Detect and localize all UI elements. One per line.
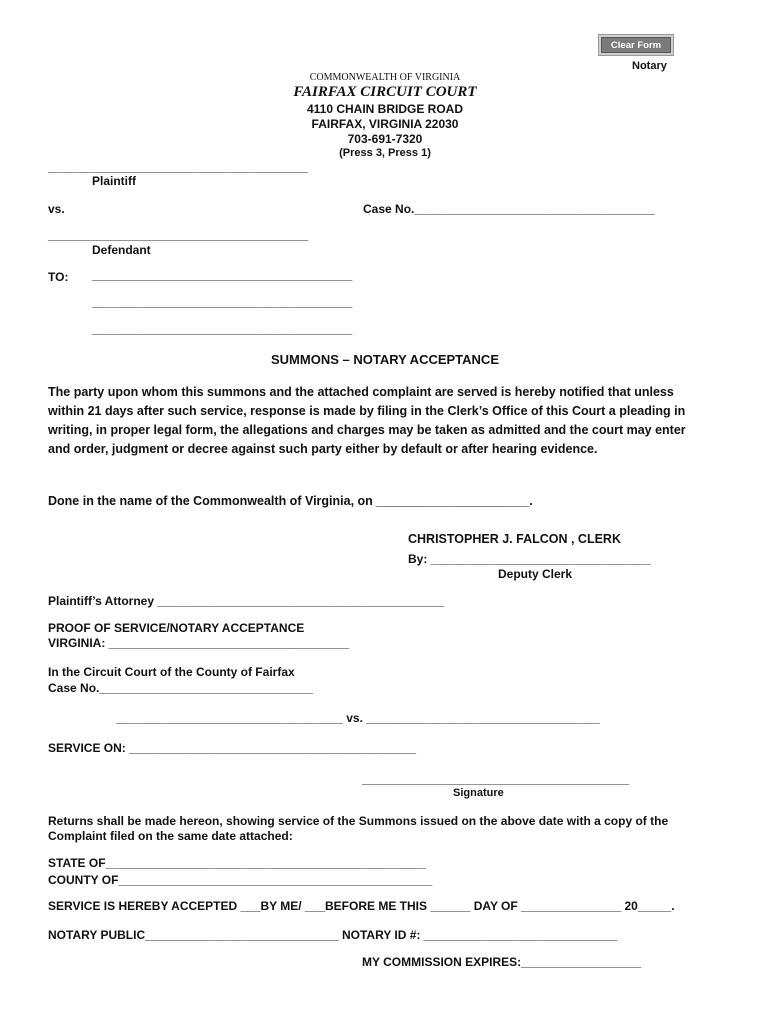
clear-form-label: Clear Form: [601, 37, 671, 53]
defendant-label: Defendant: [92, 243, 151, 257]
to-input-line-3[interactable]: _______________________________________: [92, 322, 353, 336]
court-name: FAIRFAX CIRCUIT COURT: [293, 84, 477, 100]
service-on-field[interactable]: SERVICE ON: ___________________________________________: [48, 741, 417, 755]
vs-label: vs.: [48, 202, 65, 216]
circuit-court-line: In the Circuit Court of the County of Fairfax: [48, 665, 295, 679]
phone-note: (Press 3, Press 1): [339, 147, 431, 159]
proof-case-number-field[interactable]: Case No.________________________________: [48, 681, 313, 695]
defendant-input-line[interactable]: _______________________________________: [48, 228, 309, 242]
done-line[interactable]: Done in the name of the Commonwealth of Virginia, on ______________________.: [48, 494, 533, 508]
notary-public-line[interactable]: NOTARY PUBLIC_____________________________ NOTARY ID #: _____________________________: [48, 928, 618, 942]
plaintiff-input-line[interactable]: _______________________________________: [48, 160, 309, 174]
to-input-line-1[interactable]: _______________________________________: [92, 268, 353, 282]
returns-text: Returns shall be made hereon, showing service of the Summons issued on the above date with a copy of the Complaint filed on the same date attached:: [48, 814, 669, 843]
clear-form-button[interactable]: [598, 34, 674, 56]
signature-input-line[interactable]: ________________________________________: [362, 772, 629, 786]
virginia-field[interactable]: VIRGINIA: ____________________________________: [48, 636, 349, 650]
commission-expires-field[interactable]: MY COMMISSION EXPIRES:__________________: [362, 955, 642, 969]
plaintiff-attorney-field[interactable]: Plaintiff’s Attorney ___________________________________________: [48, 594, 445, 608]
address-line1: 4110 CHAIN BRIDGE ROAD: [306, 102, 464, 116]
phone-number: 703-691-7320: [347, 132, 423, 146]
deputy-clerk-label: Deputy Clerk: [498, 567, 573, 581]
address-line2: FAIRFAX, VIRGINIA 22030: [311, 117, 459, 131]
to-label: TO:: [48, 270, 69, 284]
state-of-field[interactable]: STATE OF________________________________________________: [48, 856, 426, 870]
county-of-field[interactable]: COUNTY OF_______________________________________________: [48, 873, 433, 887]
summons-title: SUMMONS – NOTARY ACCEPTANCE: [271, 352, 499, 367]
signature-label: Signature: [453, 787, 504, 799]
parties-vs-field[interactable]: __________________________________ vs. ___________________________________: [116, 711, 600, 725]
notary-label: Notary: [632, 60, 667, 72]
proof-title: PROOF OF SERVICE/NOTARY ACCEPTANCE: [48, 621, 305, 635]
service-accepted-line[interactable]: SERVICE IS HEREBY ACCEPTED ___BY ME/ ___BEFORE ME THIS ______ DAY OF _______________ 20_____.: [48, 899, 675, 913]
to-input-line-2[interactable]: _______________________________________: [92, 295, 353, 309]
by-signature-line[interactable]: By: _________________________________: [408, 552, 651, 566]
clerk-name: CHRISTOPHER J. FALCON , CLERK: [408, 532, 621, 546]
plaintiff-label: Plaintiff: [92, 174, 136, 188]
commonwealth-heading: COMMONWEALTH OF VIRGINIA: [309, 72, 461, 83]
case-number-field[interactable]: Case No.____________________________________: [363, 202, 655, 216]
summons-body: The party upon whom this summons and the attached complaint are served is hereby notified that unless within 21 days after such service, response is made by filing in the Clerk’s Office of this Court a pleading in writing, in proper legal form, the allegations and charges may be taken as admitted and the court may enter and order, judgment or decree against such party either by default or after hearing evidence.: [48, 385, 686, 456]
